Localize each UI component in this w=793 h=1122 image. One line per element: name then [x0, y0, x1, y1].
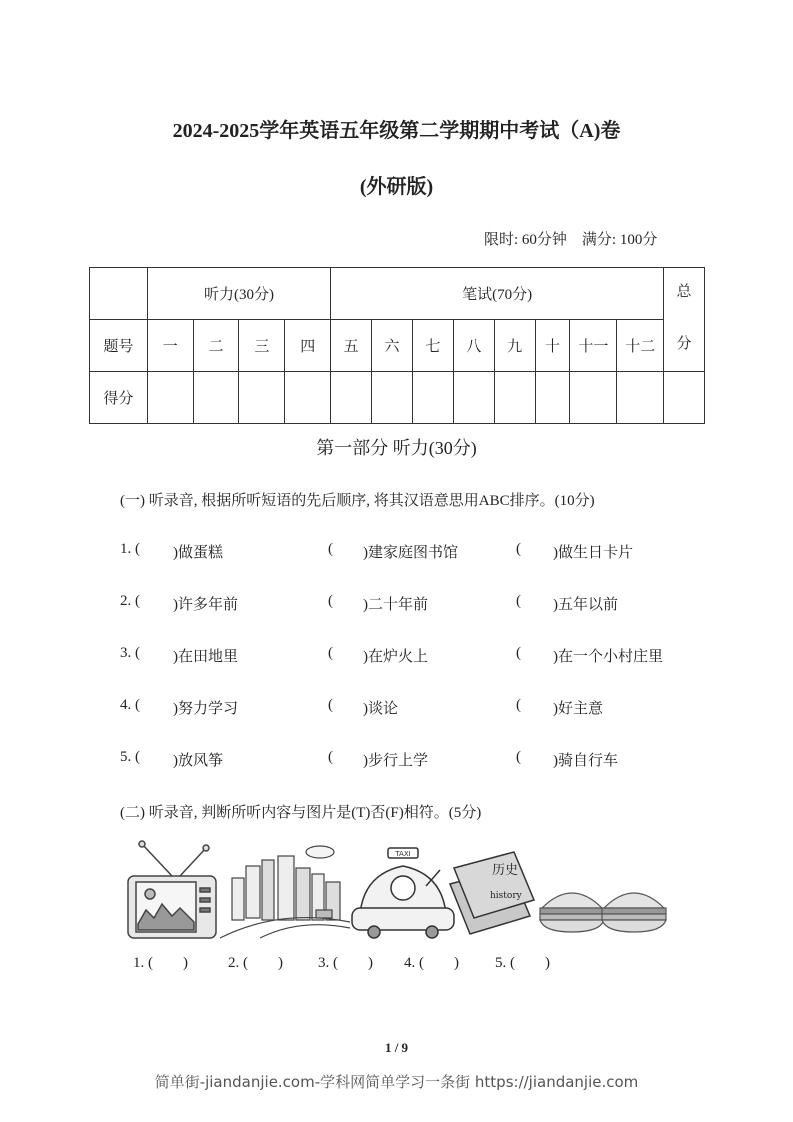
exam-meta: 限时: 60分钟 满分: 100分 [484, 232, 658, 248]
answer-5[interactable]: 5. ( ) [495, 955, 550, 971]
row-label-number: 题号 [90, 320, 148, 372]
score-cell[interactable] [372, 372, 413, 424]
picture-strip [120, 838, 680, 943]
footer-watermark: 简单街-jiandanjie.com-学科网简单学习一条街 https://jiandanjie.com [154, 1073, 639, 1091]
score-cell[interactable] [285, 372, 331, 424]
col-8: 八 [453, 320, 494, 372]
question-row: 4. ( )努力学习 ( )谈论 ( )好主意 [120, 697, 603, 717]
exam-subtitle: (外研版) [359, 176, 434, 198]
col-9: 九 [494, 320, 535, 372]
part2-instruction: (二) 听录音, 判断所听内容与图片是(T)否(F)相符。(5分) [120, 805, 482, 821]
col-10: 十 [535, 320, 570, 372]
tv-picture [128, 841, 216, 938]
writing-header: 笔试(70分) [331, 268, 664, 320]
section-title: 第一部分 听力(30分) [316, 438, 477, 458]
col-1: 一 [147, 320, 193, 372]
col-7: 七 [412, 320, 453, 372]
score-cell[interactable] [331, 372, 372, 424]
total-header: 总 分 [664, 268, 705, 372]
col-4: 四 [285, 320, 331, 372]
answer-1[interactable]: 1. ( ) [133, 955, 188, 971]
score-cell[interactable] [193, 372, 239, 424]
listening-header: 听力(30分) [147, 268, 330, 320]
col-3: 三 [239, 320, 285, 372]
question-row: 2. ( )许多年前 ( )二十年前 ( )五年以前 [120, 593, 618, 613]
city-picture [220, 846, 350, 938]
taxi-picture [352, 848, 454, 938]
score-cell[interactable] [617, 372, 664, 424]
score-cell[interactable] [412, 372, 453, 424]
corner-cell [90, 268, 148, 320]
score-cell[interactable] [494, 372, 535, 424]
row-label-score: 得分 [90, 372, 148, 424]
col-12: 十二 [617, 320, 664, 372]
score-table [89, 267, 705, 424]
question-row: 1. ( )做蛋糕 ( )建家庭图书馆 ( )做生日卡片 [120, 541, 633, 561]
answer-2[interactable]: 2. ( ) [228, 955, 283, 971]
score-cell[interactable] [570, 372, 617, 424]
col-6: 六 [372, 320, 413, 372]
page-number: 1 / 9 [384, 1040, 409, 1055]
score-cell-total[interactable] [664, 372, 705, 424]
svg-text:history: history [490, 891, 522, 901]
score-cell[interactable] [453, 372, 494, 424]
svg-text:历史: 历史 [492, 863, 519, 878]
question-row: 3. ( )在田地里 ( )在炉火上 ( )在一个小村庄里 [120, 645, 663, 665]
col-11: 十一 [570, 320, 617, 372]
exam-title: 2024-2025学年英语五年级第二学期期中考试（A)卷 [172, 120, 621, 142]
score-cell[interactable] [239, 372, 285, 424]
question-row: 5. ( )放风筝 ( )步行上学 ( )骑自行车 [120, 749, 618, 769]
svg-text:TAXI: TAXI [395, 850, 411, 858]
history-books-picture [450, 852, 534, 934]
col-2: 二 [193, 320, 239, 372]
col-5: 五 [331, 320, 372, 372]
answer-3[interactable]: 3. ( ) [318, 955, 373, 971]
score-cell[interactable] [535, 372, 570, 424]
part1-instruction: (一) 听录音, 根据所听短语的先后顺序, 将其汉语意思用ABC排序。(10分) [120, 493, 595, 509]
hamburgers-picture [540, 893, 666, 932]
answer-4[interactable]: 4. ( ) [404, 955, 459, 971]
score-cell[interactable] [147, 372, 193, 424]
